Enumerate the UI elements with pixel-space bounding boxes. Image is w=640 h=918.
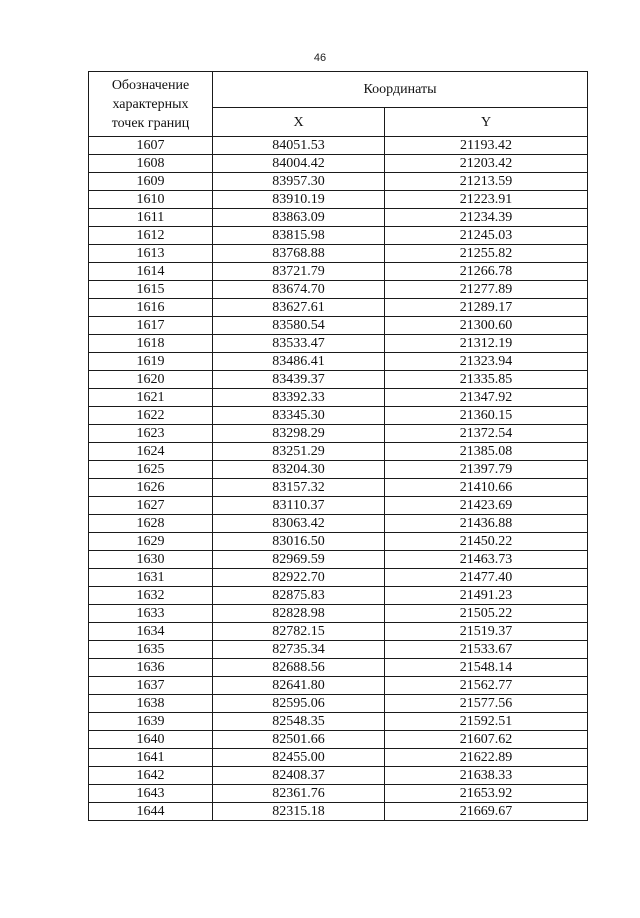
table-row: [89, 749, 588, 767]
table-row: [89, 389, 588, 407]
x-coordinate-cell: 83110.37: [213, 497, 385, 515]
point-id-cell: 1611: [89, 209, 213, 227]
table-row: [89, 497, 588, 515]
x-coordinate-cell: 83157.32: [213, 479, 385, 497]
table-row: [89, 173, 588, 191]
header-y: Y: [385, 108, 588, 137]
table-row: [89, 785, 588, 803]
y-coordinate-cell: 21491.23: [385, 587, 588, 605]
y-coordinate-cell: 21622.89: [385, 749, 588, 767]
table-row: [89, 713, 588, 731]
x-coordinate-cell: 82315.18: [213, 803, 385, 821]
y-coordinate-cell: 21592.51: [385, 713, 588, 731]
x-coordinate-cell: 83486.41: [213, 353, 385, 371]
y-coordinate-cell: 21477.40: [385, 569, 588, 587]
y-coordinate-cell: 21548.14: [385, 659, 588, 677]
y-coordinate-cell: 21505.22: [385, 605, 588, 623]
table-row: [89, 695, 588, 713]
x-coordinate-cell: 82688.56: [213, 659, 385, 677]
table-row: [89, 155, 588, 173]
y-coordinate-cell: 21653.92: [385, 785, 588, 803]
table-row: [89, 353, 588, 371]
point-id-cell: 1623: [89, 425, 213, 443]
point-id-cell: 1643: [89, 785, 213, 803]
table-row: [89, 731, 588, 749]
y-coordinate-cell: 21312.19: [385, 335, 588, 353]
point-id-cell: 1608: [89, 155, 213, 173]
point-id-cell: 1615: [89, 281, 213, 299]
x-coordinate-cell: 84004.42: [213, 155, 385, 173]
y-coordinate-cell: 21436.88: [385, 515, 588, 533]
point-id-cell: 1632: [89, 587, 213, 605]
x-coordinate-cell: 83016.50: [213, 533, 385, 551]
point-id-cell: 1635: [89, 641, 213, 659]
point-id-cell: 1614: [89, 263, 213, 281]
point-id-cell: 1618: [89, 335, 213, 353]
point-id-cell: 1634: [89, 623, 213, 641]
x-coordinate-cell: 83721.79: [213, 263, 385, 281]
table-row: [89, 407, 588, 425]
y-coordinate-cell: 21335.85: [385, 371, 588, 389]
x-coordinate-cell: 83815.98: [213, 227, 385, 245]
x-coordinate-cell: 82828.98: [213, 605, 385, 623]
table-row: [89, 569, 588, 587]
table-row: [89, 605, 588, 623]
y-coordinate-cell: 21410.66: [385, 479, 588, 497]
table-row: [89, 425, 588, 443]
coordinates-table: [88, 71, 588, 821]
y-coordinate-cell: 21423.69: [385, 497, 588, 515]
point-id-cell: 1644: [89, 803, 213, 821]
table-row: [89, 137, 588, 155]
y-coordinate-cell: 21669.67: [385, 803, 588, 821]
table-row: [89, 299, 588, 317]
y-coordinate-cell: 21450.22: [385, 533, 588, 551]
point-id-cell: 1622: [89, 407, 213, 425]
table-row: [89, 533, 588, 551]
x-coordinate-cell: 82641.80: [213, 677, 385, 695]
x-coordinate-cell: 83627.61: [213, 299, 385, 317]
y-coordinate-cell: 21463.73: [385, 551, 588, 569]
x-coordinate-cell: 82408.37: [213, 767, 385, 785]
x-coordinate-cell: 82501.66: [213, 731, 385, 749]
y-coordinate-cell: 21533.67: [385, 641, 588, 659]
table-body: [89, 137, 588, 821]
header-point-line: Обозначение: [111, 77, 190, 93]
table-row: [89, 479, 588, 497]
point-id-cell: 1617: [89, 317, 213, 335]
y-coordinate-cell: 21234.39: [385, 209, 588, 227]
x-coordinate-cell: 83674.70: [213, 281, 385, 299]
x-coordinate-cell: 82969.59: [213, 551, 385, 569]
x-coordinate-cell: 83063.42: [213, 515, 385, 533]
x-coordinate-cell: 83533.47: [213, 335, 385, 353]
y-coordinate-cell: 21266.78: [385, 263, 588, 281]
table-row: [89, 623, 588, 641]
x-coordinate-cell: 83251.29: [213, 443, 385, 461]
point-id-cell: 1607: [89, 137, 213, 155]
y-coordinate-cell: 21385.08: [385, 443, 588, 461]
point-id-cell: 1612: [89, 227, 213, 245]
y-coordinate-cell: 21397.79: [385, 461, 588, 479]
x-coordinate-cell: 83298.29: [213, 425, 385, 443]
y-coordinate-cell: 21638.33: [385, 767, 588, 785]
x-coordinate-cell: 82875.83: [213, 587, 385, 605]
y-coordinate-cell: 21213.59: [385, 173, 588, 191]
y-coordinate-cell: 21255.82: [385, 245, 588, 263]
point-id-cell: 1630: [89, 551, 213, 569]
header-point-line: характерных: [112, 96, 189, 112]
x-coordinate-cell: 82735.34: [213, 641, 385, 659]
table-row: [89, 263, 588, 281]
x-coordinate-cell: 82361.76: [213, 785, 385, 803]
y-coordinate-cell: 21577.56: [385, 695, 588, 713]
y-coordinate-cell: 21607.62: [385, 731, 588, 749]
point-id-cell: 1636: [89, 659, 213, 677]
point-id-cell: 1616: [89, 299, 213, 317]
y-coordinate-cell: 21223.91: [385, 191, 588, 209]
table-row: [89, 281, 588, 299]
x-coordinate-cell: 82782.15: [213, 623, 385, 641]
table-row: [89, 209, 588, 227]
x-coordinate-cell: 83204.30: [213, 461, 385, 479]
x-coordinate-cell: 83580.54: [213, 317, 385, 335]
x-coordinate-cell: 83345.30: [213, 407, 385, 425]
x-coordinate-cell: 83957.30: [213, 173, 385, 191]
x-coordinate-cell: 84051.53: [213, 137, 385, 155]
header-x: X: [213, 108, 385, 137]
table-row: [89, 371, 588, 389]
y-coordinate-cell: 21300.60: [385, 317, 588, 335]
y-coordinate-cell: 21519.37: [385, 623, 588, 641]
header-boundary-points: [89, 72, 213, 137]
table-row: [89, 659, 588, 677]
point-id-cell: 1633: [89, 605, 213, 623]
x-coordinate-cell: 82922.70: [213, 569, 385, 587]
point-id-cell: 1641: [89, 749, 213, 767]
y-coordinate-cell: 21347.92: [385, 389, 588, 407]
x-coordinate-cell: 83910.19: [213, 191, 385, 209]
x-coordinate-cell: 83392.33: [213, 389, 385, 407]
point-id-cell: 1625: [89, 461, 213, 479]
point-id-cell: 1628: [89, 515, 213, 533]
table-row: [89, 515, 588, 533]
point-id-cell: 1627: [89, 497, 213, 515]
point-id-cell: 1624: [89, 443, 213, 461]
y-coordinate-cell: 21289.17: [385, 299, 588, 317]
table-row: [89, 461, 588, 479]
table-row: [89, 191, 588, 209]
table-row: [89, 551, 588, 569]
table-row: [89, 587, 588, 605]
table-row: [89, 245, 588, 263]
header-coordinates: Координаты: [213, 72, 588, 108]
point-id-cell: 1613: [89, 245, 213, 263]
y-coordinate-cell: 21277.89: [385, 281, 588, 299]
x-coordinate-cell: 82455.00: [213, 749, 385, 767]
point-id-cell: 1609: [89, 173, 213, 191]
table-row: [89, 803, 588, 821]
point-id-cell: 1626: [89, 479, 213, 497]
table-row: [89, 443, 588, 461]
point-id-cell: 1637: [89, 677, 213, 695]
header-point-line: точек границ: [111, 115, 190, 131]
point-id-cell: 1642: [89, 767, 213, 785]
point-id-cell: 1640: [89, 731, 213, 749]
table-row: [89, 335, 588, 353]
point-id-cell: 1639: [89, 713, 213, 731]
table-header: [89, 72, 588, 137]
point-id-cell: 1638: [89, 695, 213, 713]
table-row: [89, 677, 588, 695]
y-coordinate-cell: 21360.15: [385, 407, 588, 425]
x-coordinate-cell: 82595.06: [213, 695, 385, 713]
y-coordinate-cell: 21245.03: [385, 227, 588, 245]
point-id-cell: 1631: [89, 569, 213, 587]
table-row: [89, 641, 588, 659]
point-id-cell: 1620: [89, 371, 213, 389]
page-number: 46: [313, 52, 327, 64]
table-row: [89, 317, 588, 335]
y-coordinate-cell: 21203.42: [385, 155, 588, 173]
y-coordinate-cell: 21562.77: [385, 677, 588, 695]
x-coordinate-cell: 82548.35: [213, 713, 385, 731]
table-row: [89, 227, 588, 245]
y-coordinate-cell: 21372.54: [385, 425, 588, 443]
x-coordinate-cell: 83768.88: [213, 245, 385, 263]
x-coordinate-cell: 83863.09: [213, 209, 385, 227]
point-id-cell: 1610: [89, 191, 213, 209]
point-id-cell: 1629: [89, 533, 213, 551]
point-id-cell: 1619: [89, 353, 213, 371]
x-coordinate-cell: 83439.37: [213, 371, 385, 389]
table-row: [89, 767, 588, 785]
y-coordinate-cell: 21323.94: [385, 353, 588, 371]
y-coordinate-cell: 21193.42: [385, 137, 588, 155]
point-id-cell: 1621: [89, 389, 213, 407]
